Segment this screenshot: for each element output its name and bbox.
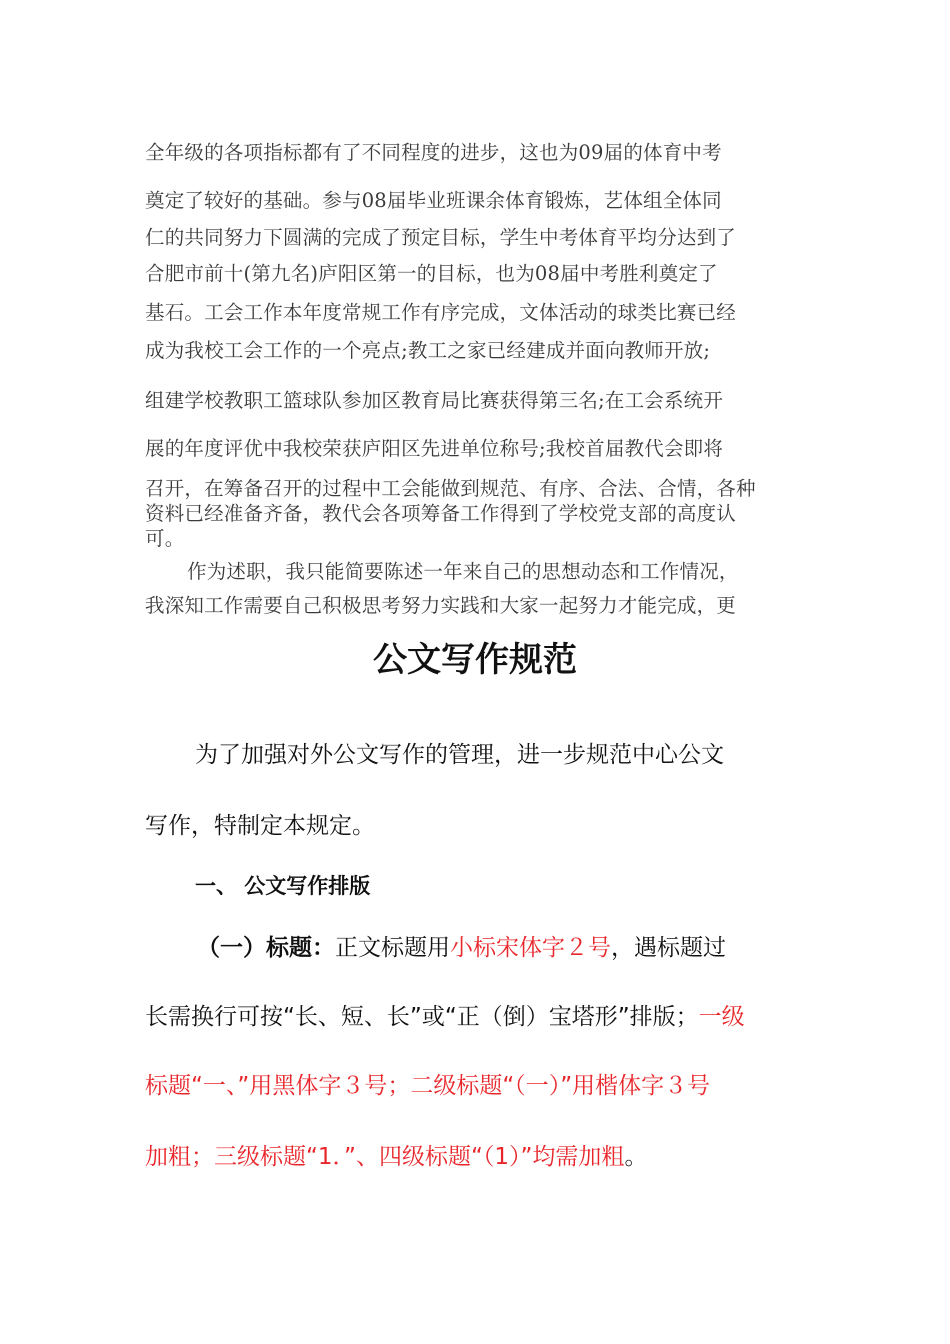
report-line-9: 召开，在筹备召开的过程中工会能做到规范、有序、合法、合情，各种 xyxy=(145,477,756,500)
paragraph-line-2 xyxy=(145,998,815,1031)
paragraph-text: 正文标题用 xyxy=(335,935,450,961)
highlight-text: 小标宋体字２号 xyxy=(450,935,611,961)
paragraph-text: 长需换行可按“长、短、长”或“正（倒）宝塔形”排版； xyxy=(145,1004,699,1030)
paragraph-line-4 xyxy=(145,1138,815,1171)
intro-line-2: 写作，特制定本规定。 xyxy=(145,813,375,839)
intro-line-1: 为了加强对外公文写作的管理，进一步规范中心公文 xyxy=(195,742,724,768)
report-line-6: 成为我校工会工作的一个亮点;教工之家已经建成并面向教师开放; xyxy=(145,339,711,362)
paragraph-text: ，遇标题过 xyxy=(611,935,726,961)
report-line-13: 我深知工作需要自己积极思考努力实践和大家一起努力才能完成，更 xyxy=(145,594,737,617)
report-line-2: 奠定了较好的基础。参与08届毕业班课余体育锻炼，艺体组全体同 xyxy=(145,189,722,212)
heading-label: （一）标题： xyxy=(197,935,335,961)
paragraph-text: 。 xyxy=(624,1144,648,1170)
paragraph-line-3: 标题“一、”用黑体字３号；二级标题“（一）”用楷体字３号 xyxy=(145,1073,711,1099)
report-line-1: 全年级的各项指标都有了不同程度的进步，这也为09届的体育中考 xyxy=(145,141,722,164)
report-line-3: 仁的共同努力下圆满的完成了预定目标，学生中考体育平均分达到了 xyxy=(145,226,737,249)
report-line-7: 组建学校教职工篮球队参加区教育局比赛获得第三名;在工会系统开 xyxy=(145,389,724,412)
report-line-12: 作为述职，我只能简要陈述一年来自己的思想动态和工作情况， xyxy=(187,560,739,583)
document-title: 公文写作规范 xyxy=(373,640,577,680)
report-line-5: 基石。工会工作本年度常规工作有序完成，文体活动的球类比赛已经 xyxy=(145,301,737,324)
section-heading-1: 一、 公文写作排版 xyxy=(195,874,371,898)
paragraph-line-1 xyxy=(197,929,817,962)
report-line-4: 合肥市前十(第九名)庐阳区第一的目标，也为08届中考胜利奠定了 xyxy=(145,262,718,285)
highlight-text: 加粗；三级标题“1．”、四级标题“（1）”均需加粗 xyxy=(145,1144,625,1170)
report-line-8: 展的年度评优中我校荣获庐阳区先进单位称号;我校首届教代会即将 xyxy=(145,437,724,460)
report-line-11: 可。 xyxy=(145,527,185,550)
highlight-text: 一级 xyxy=(698,1004,745,1030)
report-line-10: 资料已经准备齐备，教代会各项筹备工作得到了学校党支部的高度认 xyxy=(145,502,737,525)
